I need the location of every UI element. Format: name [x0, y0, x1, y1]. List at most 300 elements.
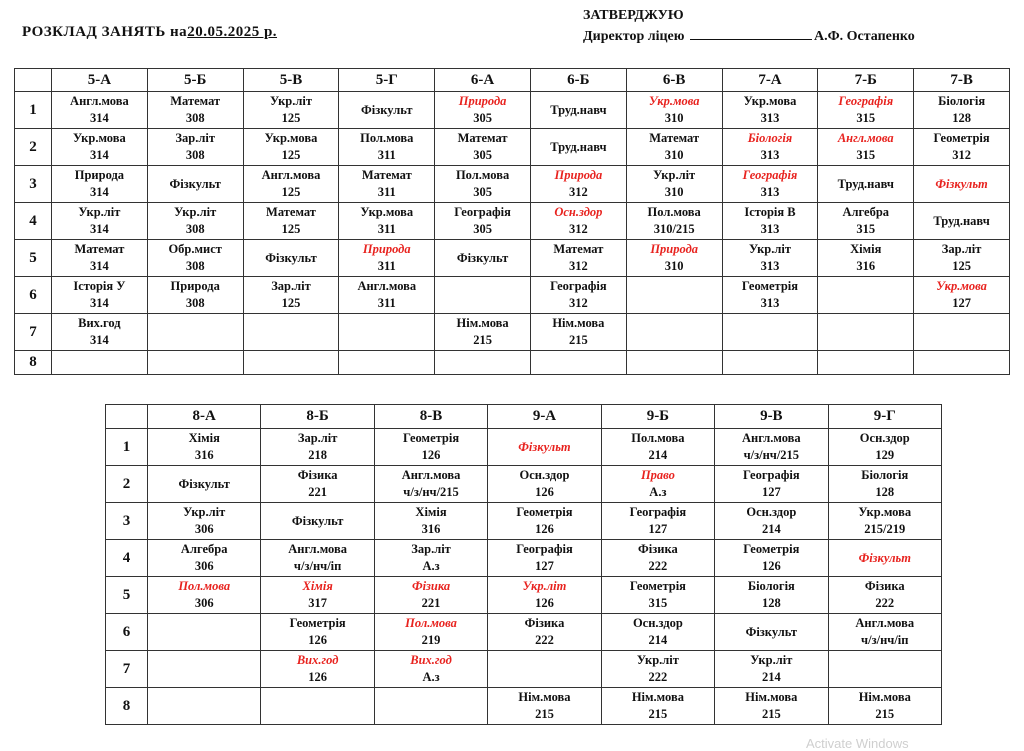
lesson-cell [626, 351, 722, 375]
table-row [15, 203, 1010, 240]
subject-name: Пол.мова [178, 579, 231, 593]
room-number: 314 [90, 222, 109, 236]
lesson-cell [147, 166, 243, 203]
lesson-cell [828, 614, 941, 651]
lesson-cell [339, 92, 435, 129]
lesson-content [52, 315, 147, 349]
table-row [106, 466, 942, 503]
room-number: 127 [952, 296, 971, 310]
lesson-cell [530, 314, 626, 351]
room-number: 313 [760, 259, 780, 273]
room-number: 125 [281, 222, 301, 236]
lesson-content [52, 278, 147, 312]
lesson-cell [148, 540, 261, 577]
lesson-cell [626, 203, 722, 240]
lesson-content [435, 93, 530, 127]
lesson-content [435, 130, 530, 164]
subject-name: Труд.навч [933, 213, 990, 228]
lesson-cell [914, 203, 1010, 240]
lesson-content [52, 167, 147, 201]
lesson-cell [626, 129, 722, 166]
lesson-cell [828, 688, 941, 725]
lesson-cell [147, 92, 243, 129]
subject-name: Укр.мова [648, 94, 700, 108]
room-number: 305 [473, 148, 492, 162]
lesson-content [261, 513, 373, 530]
lesson-content [602, 541, 714, 575]
lesson-cell [530, 129, 626, 166]
class-header: 9-В [715, 405, 828, 429]
lesson-cell [914, 166, 1010, 203]
lesson-cell [243, 203, 339, 240]
lesson-cell [148, 466, 261, 503]
subject-name: Укр.мова [264, 131, 318, 145]
subject-name: Англ.мова [261, 168, 321, 182]
lesson-cell [261, 540, 374, 577]
lesson-content [914, 278, 1009, 312]
lesson-content [244, 204, 339, 238]
lesson-cell [261, 429, 374, 466]
subject-name: Математ [553, 242, 604, 256]
class-header: 9-А [488, 405, 601, 429]
room-number: 215 [875, 707, 895, 721]
room-number: А.з [422, 559, 440, 573]
lesson-cell [374, 466, 487, 503]
subject-name: Географія [550, 279, 607, 293]
lesson-cell [435, 166, 531, 203]
lesson-cell [818, 166, 914, 203]
schedule-date: 20.05.2025 р. [187, 24, 278, 40]
room-number: 310 [664, 148, 684, 162]
lesson-content [488, 439, 600, 456]
lesson-content [914, 176, 1009, 193]
lesson-content [148, 93, 243, 127]
lesson-cell [52, 277, 148, 314]
lesson-content [261, 541, 373, 575]
lesson-cell [818, 314, 914, 351]
room-number: 308 [185, 296, 205, 310]
table-header-row [15, 69, 1010, 92]
room-number: 127 [535, 559, 554, 573]
class-header: 8-В [374, 405, 487, 429]
lesson-cell [435, 240, 531, 277]
director-line [583, 29, 915, 45]
subject-name: Нім.мова [745, 690, 798, 704]
class-header: 7-В [914, 69, 1010, 92]
subject-name: Фізкульт [456, 250, 509, 265]
lesson-content [339, 278, 434, 312]
lesson-cell [261, 688, 374, 725]
lesson-number: 8 [106, 688, 148, 725]
subject-name: Математ [74, 242, 125, 256]
lesson-cell [715, 577, 828, 614]
lesson-content [435, 250, 530, 267]
lesson-content [375, 430, 487, 464]
subject-name: Географія [742, 168, 798, 182]
lesson-cell [530, 203, 626, 240]
lesson-cell [722, 203, 818, 240]
lesson-cell [818, 240, 914, 277]
lesson-content [375, 652, 487, 686]
lesson-cell [243, 351, 339, 375]
room-number: 308 [185, 148, 205, 162]
lesson-cell [435, 203, 531, 240]
lesson-content [829, 578, 941, 612]
subject-name: Природа [170, 279, 220, 293]
lesson-cell [530, 351, 626, 375]
room-number: 126 [535, 596, 554, 610]
room-number: 313 [760, 185, 780, 199]
lesson-cell [914, 351, 1010, 375]
room-number: 128 [761, 596, 781, 610]
lesson-cell [530, 240, 626, 277]
subject-name: Укр.літ [174, 205, 217, 219]
room-number: 305 [473, 222, 492, 236]
lesson-content [818, 130, 913, 164]
lesson-content [435, 204, 530, 238]
lesson-content [261, 652, 373, 686]
subject-name: Фізкульт [178, 476, 230, 491]
subject-name: Зар.літ [411, 542, 451, 556]
subject-name: Вих.год [410, 653, 452, 667]
lesson-content [148, 130, 243, 164]
subject-name: Англ.мова [288, 542, 347, 556]
lesson-cell [435, 314, 531, 351]
room-number: 308 [185, 222, 205, 236]
subject-name: Укр.літ [653, 168, 696, 182]
lesson-cell [722, 129, 818, 166]
class-header: 9-Б [601, 405, 714, 429]
lesson-content [148, 278, 243, 312]
lesson-cell [626, 166, 722, 203]
room-number: ч/з/нч/215 [743, 448, 800, 462]
subject-name: Англ.мова [741, 431, 801, 445]
subject-name: Фізкульт [361, 102, 413, 117]
room-number: 314 [90, 296, 109, 310]
subject-name: Математ [649, 131, 700, 145]
lesson-content [829, 430, 941, 464]
room-number: 316 [194, 448, 214, 462]
subject-name: Осн.здор [519, 468, 570, 482]
lesson-content [602, 430, 714, 464]
subject-name: Осн.здор [859, 431, 910, 445]
lesson-number: 7 [106, 651, 148, 688]
room-number: 222 [875, 596, 895, 610]
subject-name: Нім.мова [518, 690, 571, 704]
subject-name: Вих.год [78, 316, 121, 330]
lesson-cell [818, 351, 914, 375]
lesson-number: 7 [15, 314, 52, 351]
lesson-cell [52, 351, 148, 375]
subject-name: Пол.мова [360, 131, 414, 145]
lesson-cell [374, 577, 487, 614]
lesson-number: 8 [15, 351, 52, 375]
lesson-cell [488, 429, 601, 466]
table-row [106, 688, 942, 725]
room-number: 311 [377, 259, 396, 273]
subject-name: Труд.навч [550, 102, 607, 117]
lesson-content [715, 578, 827, 612]
lesson-content [602, 578, 714, 612]
lesson-content [148, 504, 260, 538]
subject-name: Укр.мова [936, 279, 987, 293]
subject-name: Геометрія [629, 579, 686, 593]
room-number: 313 [760, 222, 780, 236]
subject-name: Укр.літ [748, 242, 791, 256]
class-header: 6-В [626, 69, 722, 92]
room-number: 312 [569, 222, 588, 236]
lesson-content [52, 93, 147, 127]
lesson-content [715, 624, 827, 641]
subject-name: Хімія [302, 579, 333, 593]
lesson-cell [626, 277, 722, 314]
lesson-content [52, 130, 147, 164]
lesson-cell [715, 429, 828, 466]
room-number: 215 [535, 707, 554, 721]
lesson-cell [828, 429, 941, 466]
lesson-cell [530, 277, 626, 314]
room-number: 128 [952, 111, 971, 125]
lesson-cell [147, 314, 243, 351]
lesson-cell [601, 466, 714, 503]
lesson-cell [626, 314, 722, 351]
lesson-cell [339, 240, 435, 277]
lesson-cell [339, 129, 435, 166]
room-number: 129 [875, 448, 895, 462]
room-number: 315 [648, 596, 668, 610]
subject-name: Фізкульт [745, 624, 798, 639]
table-row [106, 577, 942, 614]
lesson-cell [488, 503, 601, 540]
room-number: 214 [761, 670, 781, 684]
lesson-cell [914, 92, 1010, 129]
lesson-cell [148, 429, 261, 466]
room-number: 214 [648, 633, 668, 647]
lesson-cell [828, 577, 941, 614]
table-header-row [106, 405, 942, 429]
lesson-content [435, 167, 530, 201]
room-number: 126 [308, 633, 327, 647]
lesson-cell [715, 688, 828, 725]
lesson-content [829, 615, 941, 649]
lesson-content [723, 167, 818, 201]
subject-name: Геометрія [741, 279, 799, 293]
subject-name: Фізика [864, 579, 905, 593]
room-number: 312 [569, 296, 588, 310]
approve-label: ЗАТВЕРДЖУЮ [583, 8, 684, 23]
room-number: 222 [648, 670, 668, 684]
room-number: 312 [952, 148, 971, 162]
lesson-number: 6 [106, 614, 148, 651]
lesson-content [488, 578, 600, 612]
class-header: 7-Б [818, 69, 914, 92]
table-row [106, 429, 942, 466]
lesson-number: 3 [15, 166, 52, 203]
lesson-cell [818, 203, 914, 240]
subject-name: Англ.мова [401, 468, 461, 482]
lesson-content [375, 615, 487, 649]
room-number: 308 [185, 111, 205, 125]
lesson-content [339, 241, 434, 275]
lesson-content [244, 130, 339, 164]
lesson-cell [722, 277, 818, 314]
subject-name: Укр.мова [73, 131, 126, 145]
lesson-content [818, 93, 913, 127]
lesson-cell [339, 351, 435, 375]
lesson-cell [601, 688, 714, 725]
lesson-content [723, 130, 818, 164]
room-number: А.з [422, 670, 440, 684]
lesson-cell [914, 277, 1010, 314]
room-number: 315 [856, 111, 876, 125]
lesson-content [602, 689, 714, 723]
lesson-content [531, 102, 626, 119]
lesson-cell [52, 166, 148, 203]
lesson-cell [52, 240, 148, 277]
lesson-cell [818, 129, 914, 166]
lesson-content [715, 430, 827, 464]
lesson-cell [339, 166, 435, 203]
lesson-cell [148, 651, 261, 688]
lesson-content [715, 689, 827, 723]
lesson-cell [626, 92, 722, 129]
room-number: 215 [569, 333, 588, 347]
subject-name: Географія [629, 505, 687, 519]
room-number: 316 [421, 522, 441, 536]
room-number: 125 [281, 185, 301, 199]
lesson-content [244, 167, 339, 201]
subject-name: Фізкульт [169, 176, 221, 191]
lesson-number: 4 [106, 540, 148, 577]
lesson-content [818, 176, 913, 193]
lesson-content [829, 689, 941, 723]
room-number: 125 [281, 296, 301, 310]
lesson-content [531, 278, 626, 312]
room-number: 222 [535, 633, 554, 647]
lesson-content [261, 578, 373, 612]
room-number: 125 [952, 259, 971, 273]
subject-name: Укр.мова [360, 205, 414, 219]
lesson-cell [601, 429, 714, 466]
room-number: 311 [377, 296, 396, 310]
lesson-content [531, 315, 626, 349]
room-number: 310 [664, 185, 684, 199]
lesson-content [148, 578, 260, 612]
table-row [15, 351, 1010, 375]
lesson-cell [52, 314, 148, 351]
lesson-number: 1 [15, 92, 52, 129]
subject-name: Географія [838, 94, 894, 108]
room-number: 306 [194, 522, 214, 536]
table-row [15, 166, 1010, 203]
lesson-cell [828, 540, 941, 577]
lesson-number: 3 [106, 503, 148, 540]
lesson-cell [722, 240, 818, 277]
subject-name: Англ.мова [70, 94, 129, 108]
lesson-cell [374, 614, 487, 651]
lesson-cell [261, 577, 374, 614]
room-number: 126 [761, 559, 781, 573]
lesson-cell [243, 277, 339, 314]
corner-cell [15, 69, 52, 92]
subject-name: Математ [170, 94, 221, 108]
lesson-cell [715, 503, 828, 540]
lesson-content [602, 504, 714, 538]
table-row [15, 314, 1010, 351]
lesson-content [52, 241, 147, 275]
lesson-cell [147, 351, 243, 375]
class-header: 8-Б [261, 405, 374, 429]
lesson-content [715, 541, 827, 575]
room-number: 215 [473, 333, 492, 347]
lesson-cell [601, 614, 714, 651]
lesson-content [375, 467, 487, 501]
lesson-cell [148, 503, 261, 540]
lesson-content [148, 541, 260, 575]
room-number: 313 [760, 148, 780, 162]
room-number: 313 [760, 296, 780, 310]
subject-name: Фізика [297, 468, 338, 482]
room-number: 126 [535, 485, 554, 499]
lesson-cell [530, 92, 626, 129]
lesson-cell [715, 466, 828, 503]
subject-name: Геометрія [743, 542, 800, 556]
lesson-cell [243, 314, 339, 351]
lesson-content [375, 541, 487, 575]
lesson-cell [261, 651, 374, 688]
lesson-content [244, 278, 339, 312]
room-number: 125 [281, 148, 301, 162]
lesson-content [715, 504, 827, 538]
lesson-cell [601, 503, 714, 540]
lesson-content [488, 615, 600, 649]
subject-name: Зар.літ [271, 279, 311, 293]
lesson-cell [147, 240, 243, 277]
room-number: 317 [308, 596, 327, 610]
lesson-cell [488, 540, 601, 577]
lesson-cell [52, 92, 148, 129]
lesson-cell [148, 614, 261, 651]
room-number: 215 [648, 707, 668, 721]
room-number: 305 [473, 185, 492, 199]
subject-name: Природа [458, 94, 507, 108]
class-header: 9-Г [828, 405, 941, 429]
subject-name: Природа [362, 242, 411, 256]
lesson-cell [374, 688, 487, 725]
subject-name: Біологія [747, 131, 793, 145]
lesson-cell [715, 540, 828, 577]
lesson-content [148, 476, 260, 493]
lesson-content [339, 130, 434, 164]
lesson-cell [828, 651, 941, 688]
room-number: 308 [185, 259, 205, 273]
lesson-content [914, 93, 1009, 127]
subject-name: Нім.мова [456, 316, 509, 330]
subject-name: Укр.мова [858, 505, 912, 519]
lesson-cell [339, 203, 435, 240]
lesson-cell [488, 688, 601, 725]
room-number: 126 [308, 670, 327, 684]
lesson-content [244, 250, 339, 267]
subject-name: Укр.літ [269, 94, 313, 108]
lesson-cell [488, 614, 601, 651]
table-row [15, 240, 1010, 277]
room-number: 311 [377, 148, 396, 162]
lesson-content [531, 139, 626, 156]
lesson-content [435, 315, 530, 349]
room-number: 127 [761, 485, 781, 499]
lesson-content [829, 550, 941, 567]
